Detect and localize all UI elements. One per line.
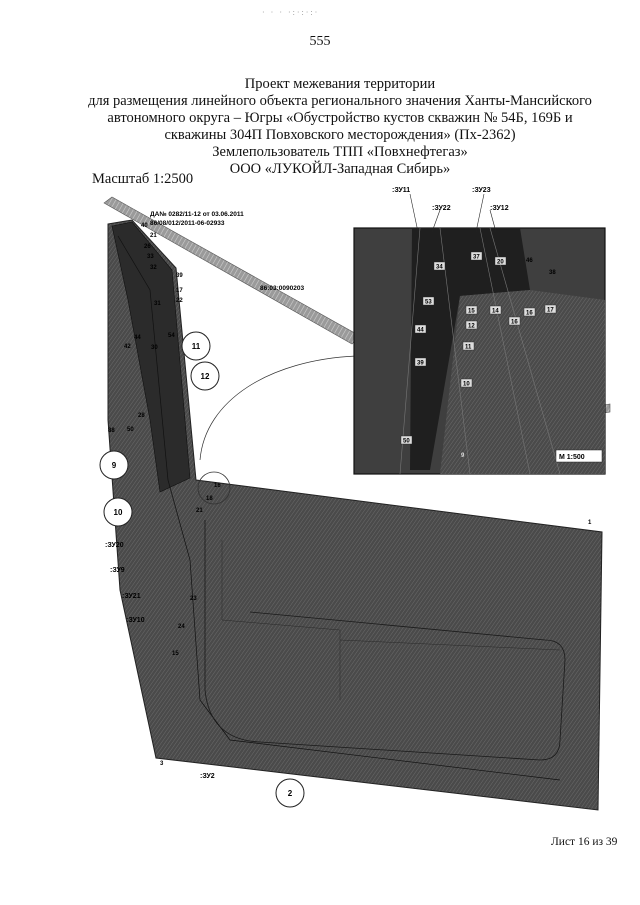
point-label: 16 xyxy=(214,483,221,489)
inset-point-label: 17 xyxy=(547,307,554,314)
inset-point-label: 46 xyxy=(526,258,533,264)
inset-point-label: 44 xyxy=(417,327,424,334)
point-label: 22 xyxy=(176,298,183,304)
inset-point-label: 39 xyxy=(417,360,424,367)
point-label: 17 xyxy=(176,288,183,294)
circle-marker-10 xyxy=(104,498,132,526)
inset-scale-label: М 1:500 xyxy=(559,454,585,461)
inset-point-label: 37 xyxy=(473,254,480,261)
point-label: 26 xyxy=(144,244,151,250)
title-line-2: для размещения линейного объекта регионального значения Ханты-Мансийского xyxy=(88,93,592,109)
circle-marker-12 xyxy=(191,362,219,390)
point-label: 32 xyxy=(150,265,157,271)
doc-reference-2: 86/08/012/2011-06-02933 xyxy=(150,220,225,227)
inset-point-label: 9 xyxy=(461,453,465,459)
point-label: 21 xyxy=(196,508,203,514)
parcel-label-zu22: :ЗУ22 xyxy=(432,205,451,212)
page-number: 555 xyxy=(309,34,331,49)
svg-text:12: 12 xyxy=(200,372,210,381)
inset-point-label: 53 xyxy=(425,299,432,306)
title-line-3: автономного округа – Югры «Обустройство кустов скважин № 54Б, 169Б и xyxy=(107,110,573,126)
inset-point-label: 16 xyxy=(526,310,533,317)
point-label: 42 xyxy=(124,344,131,350)
parcel-label-zu2: :ЗУ2 xyxy=(200,773,215,780)
svg-text:11: 11 xyxy=(191,342,201,351)
point-label: 3 xyxy=(160,761,164,767)
parcel-label-zu23: :ЗУ23 xyxy=(472,187,491,194)
inset-point-label: 15 xyxy=(468,308,475,315)
point-label: 44 xyxy=(134,335,141,341)
parcel-label-zu20: :ЗУ20 xyxy=(105,542,124,549)
inset-point-label: 16 xyxy=(511,319,518,326)
point-label: 23 xyxy=(190,596,197,602)
inset-point-label: 20 xyxy=(497,259,504,266)
inset-point-label: 50 xyxy=(403,438,410,445)
inset-point-label: 10 xyxy=(463,381,470,388)
parcel-label-zu12: :ЗУ12 xyxy=(490,205,509,212)
point-label: 28 xyxy=(138,413,145,419)
callout-curve xyxy=(200,356,356,460)
title-line-1: Проект межевания территории xyxy=(244,76,436,92)
leader-line xyxy=(476,194,484,232)
parcel-label-zu21: :ЗУ21 xyxy=(122,593,141,600)
title-line-6: ООО «ЛУКОЙЛ-Западная Сибирь» xyxy=(229,161,451,177)
parcel-label-zu11: :ЗУ11 xyxy=(392,187,411,194)
point-label: 39 xyxy=(176,273,183,279)
svg-text:10: 10 xyxy=(113,508,123,517)
point-label: 33 xyxy=(147,254,154,260)
scale-label: Масштаб 1:2500 xyxy=(92,171,194,187)
archive-stamp: · · · ·:·:·:· xyxy=(262,8,320,17)
inset-point-label: 11 xyxy=(465,344,472,351)
sheet-counter: Лист 16 из 39 xyxy=(551,836,618,848)
circle-marker-9 xyxy=(100,451,128,479)
parcel-label-zu10: :ЗУ10 xyxy=(126,617,145,624)
title-line-5: Землепользователь ТПП «Повхнефтегаз» xyxy=(212,144,468,160)
svg-text:9: 9 xyxy=(111,461,117,470)
circle-marker-11 xyxy=(182,332,210,360)
point-label: 21 xyxy=(150,233,157,239)
point-label: 15 xyxy=(172,651,179,657)
point-label: 1 xyxy=(588,520,592,526)
point-label: 18 xyxy=(206,496,213,502)
point-label: 40 xyxy=(141,223,148,229)
inset-point-label: 34 xyxy=(436,264,443,271)
inset-point-label: 12 xyxy=(468,323,475,330)
circle-marker-2 xyxy=(276,779,304,807)
inset-point-label: 38 xyxy=(549,270,556,276)
parcel-label-zu9: :ЗУ9 xyxy=(110,567,125,574)
point-label: 24 xyxy=(178,624,185,630)
inset-point-label: 14 xyxy=(492,308,499,315)
cadastral-number: 86:03:0090203 xyxy=(260,285,305,292)
point-label: 50 xyxy=(127,427,134,433)
point-label: 88 xyxy=(108,428,115,434)
point-label: 30 xyxy=(151,345,158,351)
leader-line xyxy=(410,194,418,232)
svg-text:2: 2 xyxy=(287,789,293,798)
point-label: 31 xyxy=(154,301,161,307)
doc-reference-1: ДА№ 0282/11-12 от 03.06.2011 xyxy=(150,211,244,218)
point-label: 54 xyxy=(168,333,175,339)
title-line-4: скважины 304П Повховского месторождения» (Пх-2362) xyxy=(164,127,516,143)
